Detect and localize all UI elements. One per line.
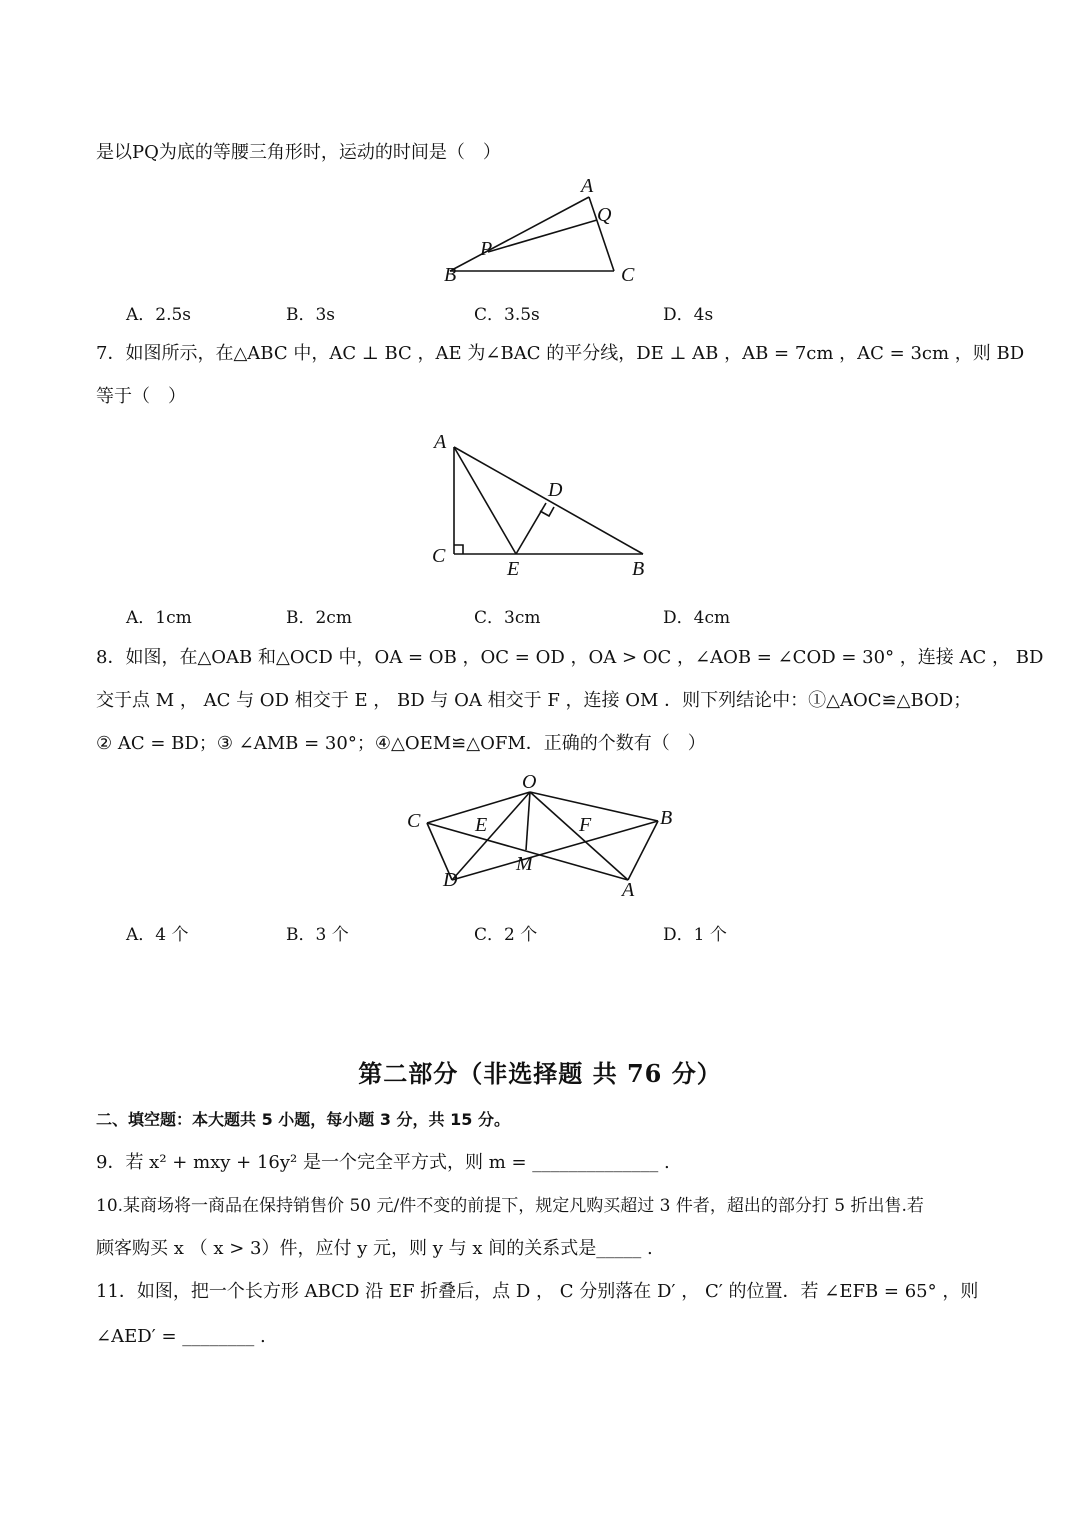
q8-label-a: A bbox=[622, 879, 635, 901]
q6-label-a: A bbox=[581, 175, 594, 197]
q9-stem: 9．若 x² + mxy + 16y² 是一个完全平方式，则 m = ______________ . bbox=[96, 1152, 670, 1173]
q8-label-b: B bbox=[660, 807, 673, 829]
part2-subtitle: 二、填空题：本大题共 5 小题，每小题 3 分，共 15 分。 bbox=[96, 1110, 510, 1129]
q8-option-a[interactable]: A．4 个 bbox=[126, 925, 189, 945]
q8-label-m: M bbox=[516, 853, 533, 875]
q8-option-b[interactable]: B．3 个 bbox=[286, 925, 349, 945]
q6-label-q: Q bbox=[597, 204, 612, 226]
q6-options bbox=[126, 300, 886, 324]
q8-label-o: O bbox=[522, 771, 537, 793]
q7-options bbox=[126, 603, 886, 627]
q7-label-b: B bbox=[632, 558, 645, 580]
q6-label-c: C bbox=[621, 264, 635, 286]
part2-title: 第二部分（非选择题 共 76 分） bbox=[358, 1059, 722, 1088]
q7-stem-line2: 等于（ ） bbox=[96, 386, 186, 407]
q6-stem-tail: 是以PQ为底的等腰三角形时，运动的时间是（ ） bbox=[96, 142, 501, 163]
q7-option-d[interactable]: D．4cm bbox=[663, 608, 731, 628]
q8-option-d[interactable]: D．1 个 bbox=[663, 925, 727, 945]
q8-figure bbox=[400, 768, 690, 903]
q10-stem-line2: 顾客购买 x （ x > 3）件，应付 y 元，则 y 与 x 间的关系式是_____ . bbox=[96, 1238, 653, 1259]
q6-option-a[interactable]: A．2.5s bbox=[126, 305, 192, 325]
q7-option-c[interactable]: C．3cm bbox=[474, 608, 541, 628]
q7-stem-line1: 7．如图所示，在△ABC 中，AC ⊥ BC ，AE 为∠BAC 的平分线，DE ⊥ AB ，AB = 7cm ，AC = 3cm ，则 BD bbox=[96, 343, 1025, 364]
q10-stem-line1: 10.某商场将一商品在保持销售价 50 元/件不变的前提下，规定凡购买超过 3 件者，超出的部分打 5 折出售.若 bbox=[96, 1196, 924, 1216]
q7-right-triangle-figure bbox=[428, 425, 663, 585]
q7-option-b[interactable]: B．2cm bbox=[286, 608, 352, 628]
q8-option-c[interactable]: C．2 个 bbox=[474, 925, 538, 945]
q6-option-d[interactable]: D．4s bbox=[663, 305, 714, 325]
q6-triangle-figure bbox=[440, 172, 640, 287]
q7-label-e: E bbox=[507, 558, 520, 580]
q8-label-c: C bbox=[407, 810, 421, 832]
q7-option-a[interactable]: A．1cm bbox=[126, 608, 192, 628]
q6-option-b[interactable]: B．3s bbox=[286, 305, 336, 325]
q11-stem-line1: 11．如图，把一个长方形 ABCD 沿 EF 折叠后，点 D ， C 分别落在 D′ ， C′ 的位置．若 ∠EFB = 65° ，则 bbox=[96, 1281, 979, 1302]
q7-label-d: D bbox=[548, 479, 563, 501]
q7-label-a: A bbox=[434, 431, 447, 453]
q8-options bbox=[126, 920, 886, 944]
q8-stem-line1: 8．如图，在△OAB 和△OCD 中，OA = OB ，OC = OD ，OA > OC ，∠AOB = ∠COD = 30° ，连接 AC ， BD bbox=[96, 647, 1044, 668]
q11-stem-line2: ∠AED′ = ________ . bbox=[96, 1326, 266, 1347]
q8-stem-line3: ② AC = BD；③ ∠AMB = 30°；④△OEM≌△OFM．正确的个数有（ ） bbox=[96, 733, 706, 754]
q7-label-c: C bbox=[432, 545, 446, 567]
q8-stem-line2: 交于点 M ， AC 与 OD 相交于 E ， BD 与 OA 相交于 F ，连接 OM ．则下列结论中：①△AOC≌△BOD； bbox=[96, 690, 972, 711]
q8-label-e: E bbox=[475, 814, 488, 836]
q8-label-d: D bbox=[443, 869, 458, 891]
q6-option-c[interactable]: C．3.5s bbox=[474, 305, 540, 325]
q8-label-f: F bbox=[579, 814, 592, 836]
q6-label-p: P bbox=[480, 238, 493, 260]
q6-label-b: B bbox=[444, 264, 457, 286]
